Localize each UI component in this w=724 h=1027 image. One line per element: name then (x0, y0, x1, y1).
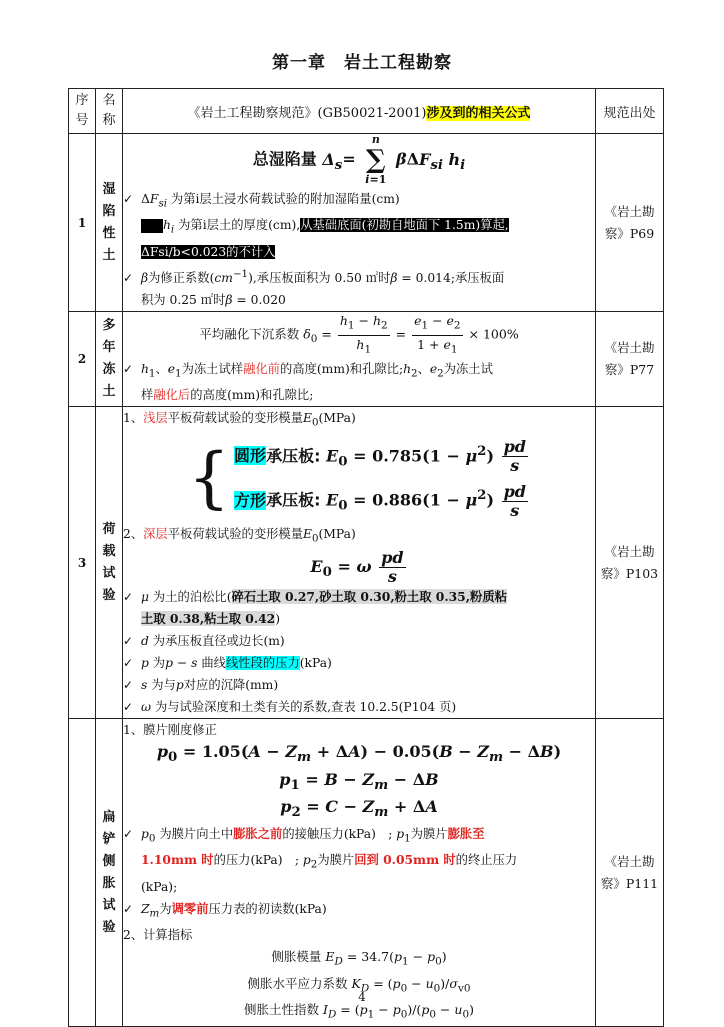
formula-total-collapse: 总湿陷量 $\Delta_s= n$ ∑ i=1 βΔF$_{si}$ $h_i$ (252, 133, 466, 186)
redaction-box (141, 219, 163, 233)
formula-id: 侧胀土性指数 $I_D = (p_1 - p_0)/(p_0 - u_0)$ (244, 1002, 474, 1021)
table-row (69, 407, 664, 719)
check-icon: ✓ (123, 362, 134, 376)
check-icon: ✓ (123, 826, 134, 841)
row-name: 荷 载 试 验 (96, 407, 123, 719)
check-icon: ✓ (123, 678, 134, 693)
check-icon: ✓ (123, 656, 134, 671)
header-highlight: 涉及到的相关公式 (426, 105, 531, 121)
row-source: 《岩土勘 察》P111 (596, 719, 664, 1026)
check-icon: ✓ (123, 634, 134, 649)
row-name: 多 年 冻 土 (96, 312, 123, 407)
row-number: 2 (69, 312, 96, 407)
header-body: 《岩土工程勘察规范》(GB50021-2001)涉及到的相关公式 (123, 89, 596, 134)
check-icon: ✓ (123, 192, 134, 206)
row-number: 3 (69, 407, 96, 719)
formula-kd: 侧胀水平应力系数 $K_D = (p_0 - u_0)/\sigma_{v0}$ (247, 975, 471, 995)
table-row (69, 719, 664, 1026)
formula-p1: $p_1 = B - Z_m - \Delta B$ (279, 769, 439, 793)
formula-deep-plate: $E_0 = \omega$ $\frac{pd}{s}$ (310, 548, 404, 587)
header-no: 序 号 (69, 89, 96, 134)
row-number: 1 (69, 134, 96, 312)
row-content: 总湿陷量 $\Delta_s= n$ ∑ i=1 βΔF$_{si}$ $h_i$ ✓ $\Delta F_{si}$ 为第i层土浸水荷载试验的附加湿陷量(cm) $h_i$ 为第i层土的厚度(cm),从基础底面(初勘自地面下 1.5m)算起, ΔFsi/b<0.023的不计入 ✓ β为修正系数$(cm^{-1})$,承压板面积为 0.50 ㎡时β = 0.014;承压板面 积为 0.25 ㎡时β = 0.020 (123, 134, 596, 312)
check-icon: ✓ (123, 901, 134, 916)
row-name: 扁 铲 侧 胀 试 验 (96, 719, 123, 1026)
formula-ed: 侧胀模量 $E_D = 34.7(p_1 - p_0)$ (271, 949, 447, 968)
row-name: 湿 陷 性 土 (96, 134, 123, 312)
row-content: 1、膜片刚度修正 $p_0 = 1.05(A - Z_m + \Delta A) - 0.05(B - Z_m - \Delta B)$ $p_1 = B - Z_m - \Delta B$ $p_2 = C - Z_m + \Delta A$ ✓ $p_0$ 为膜片向土中膨胀之前的接触压力(kPa) ; $p_1$为膜片膨胀至 1.10mm 时的压力(kPa) ; $p_2$为膜片回到 0.05mm 时的终止压力 (kPa); ✓ $Z_m$为调零前压力表的初读数(kPa) 2、计算指标 侧胀模量 $E_D = 34.7(p_1 - p_0)$ 侧胀水平应力系数 $K_D = (p_0 - u_0)/\sigma_{v0}$ 侧胀土性指数 $I_D = (p_1 - p_0)/(p_0 - u_0)$ (123, 719, 596, 1026)
row-source: 《岩土勘 察》P69 (596, 134, 664, 312)
row-number (69, 719, 96, 1026)
check-icon: ✓ (123, 271, 134, 285)
check-icon: ✓ (123, 700, 134, 715)
table-row (69, 134, 664, 312)
formula-thaw-settlement: 平均融化下沉系数 $\delta_0$ = $\frac{h_1 - h_2}{h_1}$ = $\frac{e_1 - e_2}{1 + e_1}$ × 100% (199, 313, 519, 355)
header-name: 名 称 (96, 89, 123, 134)
page-title: 第一章 岩土工程勘察 (272, 53, 452, 73)
formula-table (68, 88, 664, 1027)
row-source: 《岩土勘 察》P103 (596, 407, 664, 719)
row-source: 《岩土勘 察》P77 (596, 312, 664, 407)
formula-shallow-plate: { 圆形承压板: $E_0 = 0.785(1 - \mu^2)$ $\frac{pd}{s}$ 方形承压板: $E_0 = 0.886(1 - \mu^2)$ $\frac{pd}{s}$ (188, 437, 526, 520)
row-content: 1、浅层平板荷载试验的变形模量$E_0(MPa)$ { 圆形承压板: $E_0 = 0.785(1 - \mu^2)$ $\frac{pd}{s}$ 方形承压板: $E_0 = 0.886(1 - \mu^2)$ $\frac{pd}{s}$ 2、深层平板荷载试验的变形模量$E_0(MPa)$ $E_0 = \omega$ $\frac{pd}{s}$ ✓ μ 为土的泊松比(碎石土取 0.27,砂土取 0.30,粉土取 0.35,粉质粘 土取 0.38,粘土取 0.42) ✓ d 为承压板直径或边长(m) ✓ p 为p − s 曲线线性段的压力(kPa) ✓ s 为与p对应的沉降(mm) ✓ ω 为与试验深度和土类有关的系数,查表 10.2.5(P104 页) (123, 407, 596, 719)
formula-p2: $p_2 = C - Z_m + \Delta A$ (280, 796, 438, 820)
table-row (69, 312, 664, 407)
check-icon: ✓ (123, 590, 134, 605)
table-header-row (69, 89, 664, 134)
formula-p0: $p_0 = 1.05(A - Z_m + \Delta A) - 0.05(B - Z_m - \Delta B)$ (156, 742, 562, 766)
page-number: 4 (358, 990, 366, 1004)
header-source: 规范出处 (596, 89, 664, 134)
row-content: 平均融化下沉系数 $\delta_0$ = $\frac{h_1 - h_2}{h_1}$ = $\frac{e_1 - e_2}{1 + e_1}$ × 100% ✓ $h_1$、$e_1$为冻土试样融化前的高度(mm)和孔隙比$;h_2$、$e_2$为冻土试 样融化后的高度(mm)和孔隙比; (123, 312, 596, 407)
